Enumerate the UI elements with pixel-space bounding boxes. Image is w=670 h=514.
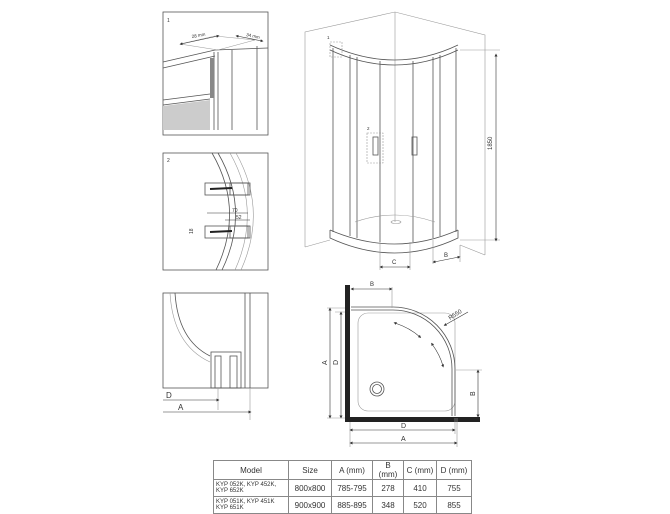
table-row xyxy=(214,480,472,497)
plan-label-a-bottom: A xyxy=(401,436,406,443)
detail-1-profile xyxy=(163,12,268,135)
table-row xyxy=(214,497,472,514)
cell-d: 755 xyxy=(437,480,472,497)
detail-2-dim-70: 70 xyxy=(232,208,238,214)
elevation-label-b: B xyxy=(444,253,449,259)
header-size: Size xyxy=(289,461,332,480)
detail-1-number: 1 xyxy=(167,18,170,24)
header-c: C (mm) xyxy=(404,461,437,480)
elevation-label-c: C xyxy=(392,260,397,266)
cell-a: 885-895 xyxy=(332,497,373,514)
callout-1: 1 xyxy=(327,35,330,40)
cell-b: 278 xyxy=(373,480,404,497)
enclosure-elevation xyxy=(305,12,500,270)
callout-2: 2 xyxy=(367,126,370,131)
height-dimension: 1850 xyxy=(488,136,494,150)
detail-2-dim-52: 52 xyxy=(236,215,242,221)
detail-3-wall-profile xyxy=(163,293,268,420)
detail-3-label-d: D xyxy=(166,391,172,400)
detail-2-handle xyxy=(163,153,268,270)
detail-3-label-a: A xyxy=(178,403,184,412)
cell-model: KYP 052K, KYP 452K, KYP 652K xyxy=(214,480,289,497)
plan-label-b-top: B xyxy=(370,282,375,288)
plan-label-b-right: B xyxy=(470,391,477,396)
enclosure-plan xyxy=(322,282,482,447)
detail-2-dim-18: 18 xyxy=(189,228,195,234)
radius-label: R550 xyxy=(447,309,464,322)
cell-b: 348 xyxy=(373,497,404,514)
cell-a: 785-795 xyxy=(332,480,373,497)
plan-label-a-left: A xyxy=(322,360,329,365)
left-door-handle xyxy=(373,137,378,155)
cell-d: 855 xyxy=(437,497,472,514)
detail-1-width-label: 28 mm xyxy=(191,31,206,39)
plan-label-d-bottom: D xyxy=(401,423,407,430)
cell-c: 520 xyxy=(404,497,437,514)
detail-1-depth-label: 34 mm xyxy=(245,32,261,40)
cell-model: KYP 051K, KYP 451K KYP 651K xyxy=(214,497,289,514)
header-b: B (mm) xyxy=(373,461,404,480)
detail-2-number: 2 xyxy=(167,158,170,164)
plan-label-d-left: D xyxy=(333,359,340,365)
cell-size: 800x800 xyxy=(289,480,332,497)
header-d: D (mm) xyxy=(437,461,472,480)
dimensions-table xyxy=(213,460,472,514)
header-a: A (mm) xyxy=(332,461,373,480)
cell-size: 900x900 xyxy=(289,497,332,514)
header-model: Model xyxy=(214,461,289,480)
table-header-row xyxy=(214,461,472,480)
cell-c: 410 xyxy=(404,480,437,497)
